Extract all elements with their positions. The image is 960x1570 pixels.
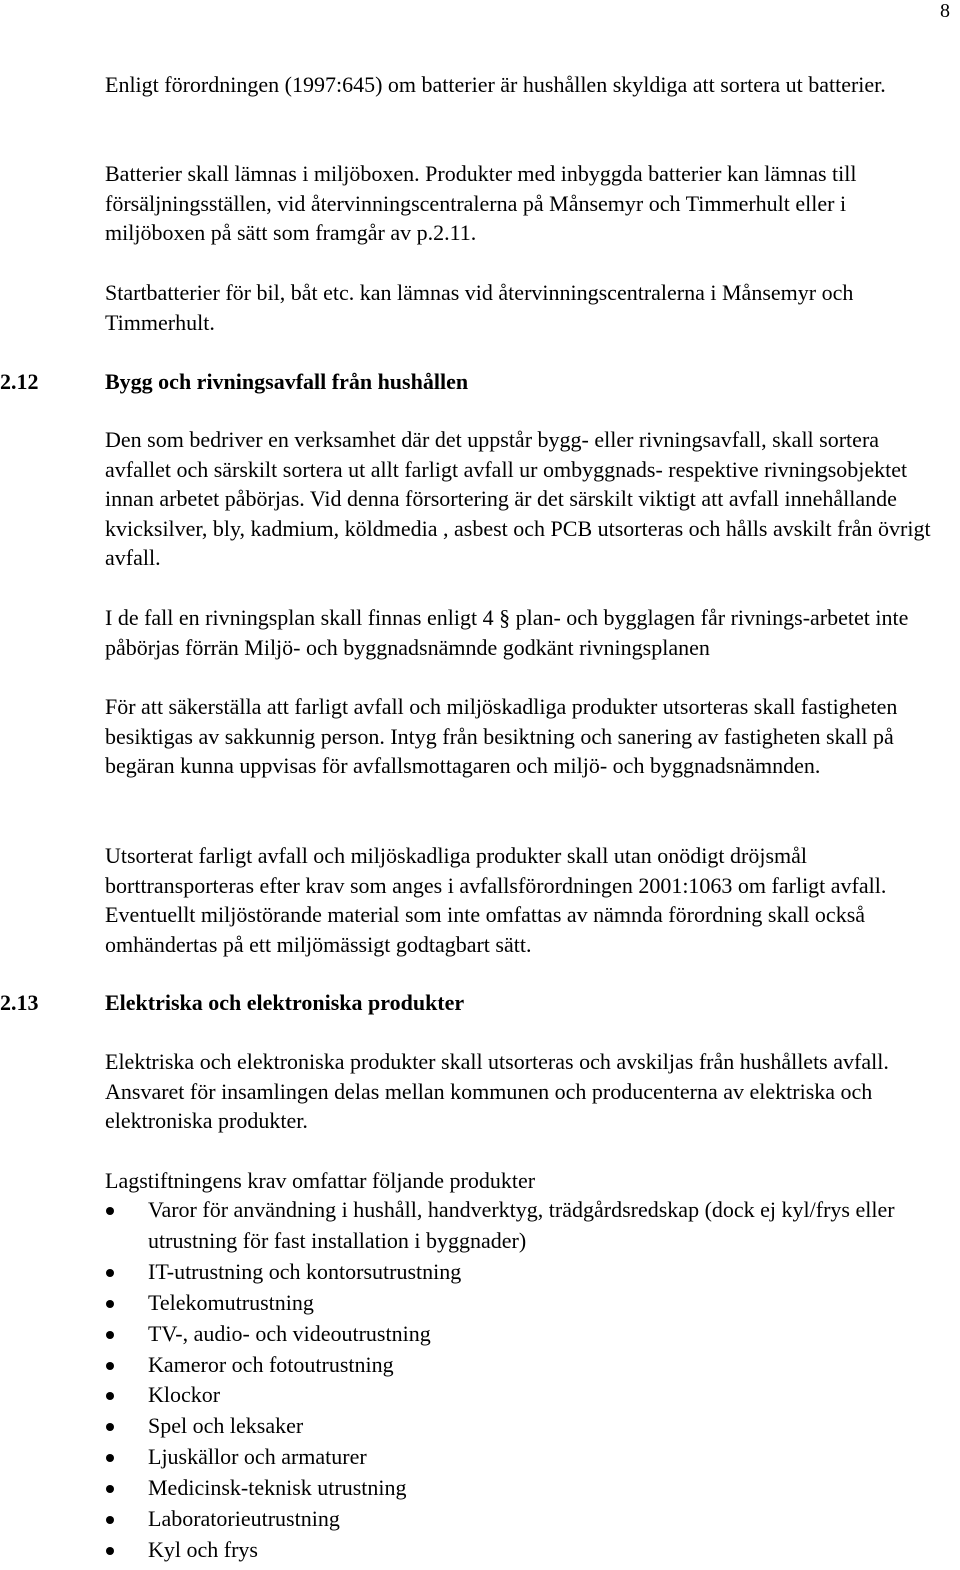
bullet-icon	[106, 1485, 114, 1493]
bullet-icon	[106, 1269, 114, 1277]
paragraph-demolition-plan: I de fall en rivningsplan skall finnas enligt 4 § plan- och bygglagen får rivnings-arbetet inte påbörjas förrän Miljö- och byggnadsnämnde godkänt rivningsplanen	[105, 605, 909, 660]
section-heading-2-13	[0, 988, 464, 1017]
paragraph-inspection: För att säkerställa att farligt avfall och miljöskadliga produkter utsorteras skall fastigheten besiktigas av sakkunnig person. Intyg från besiktning och sanering av fastigheten skall på begäran kunna uppvisas för avfallsmottagaren och miljö- och byggnadsnämnden.	[105, 694, 898, 778]
paragraph-construction-waste: Den som bedriver en verksamhet där det uppstår bygg- eller rivningsavfall, skall sortera avfallet och särskilt sortera ut allt farligt avfall ur ombyggnads- respektive rivningsobjektet innan arbetet påbörjas. Vid denna försortering är det särskilt viktigt att avfall innehållande kvicksilver, bly, kadmium, köldmedia , asbest och PCB utsorteras och hålls avskilt från övrigt avfall.	[105, 427, 931, 570]
list-item: Laboratorieutrustning	[0, 1504, 898, 1535]
bullet-icon	[106, 1362, 114, 1370]
paragraph-electronics-sorting: Elektriska och elektroniska produkter skall utsorteras och avskiljas från hushållets avfall. Ansvaret för insamlingen delas mellan kommunen och producenterna av elektriska och elektroniska produkter.	[105, 1049, 889, 1133]
bullet-icon	[106, 1300, 114, 1308]
paragraph-starter-batteries: Startbatterier för bil, båt etc. kan lämnas vid återvinningscentralerna i Månsemyr och Timmerhult.	[105, 280, 854, 335]
list-item: Kameror och fotoutrustning	[0, 1350, 898, 1381]
bullet-icon	[106, 1454, 114, 1462]
list-item: TV-, audio- och videoutrustning	[0, 1319, 898, 1350]
section-number: 2.12	[0, 369, 39, 394]
bullet-icon	[106, 1331, 114, 1339]
list-item: IT-utrustning och kontorsutrustning	[0, 1257, 898, 1288]
paragraph-hazardous-transport: Utsorterat farligt avfall och miljöskadliga produkter skall utan onödigt dröjsmål borttransporteras efter krav som anges i avfallsförordningen 2001:1063 om farligt avfall. Eventuellt miljöstörande material som inte omfattas av nämnda förordning skall också omhändertas på ett miljömässigt godtagbart sätt.	[105, 843, 887, 957]
bullet-icon	[106, 1547, 114, 1555]
bullet-icon	[106, 1516, 114, 1524]
list-item: Ljuskällor och armaturer	[0, 1442, 898, 1473]
paragraph-battery-disposal: Batterier skall lämnas i miljöboxen. Produkter med inbyggda batterier kan lämnas till försäljningsställen, vid återvinningscentralerna på Månsemyr och Timmerhult eller i miljöboxen på sätt som framgår av p.2.11.	[105, 161, 857, 245]
section-heading-2-12	[0, 367, 468, 396]
paragraph-battery-regulation: Enligt förordningen (1997:645) om batterier är hushållen skyldiga att sortera ut batterier.	[105, 72, 886, 97]
bullet-icon	[106, 1423, 114, 1431]
list-item: Kyl och frys	[0, 1535, 898, 1566]
paragraph-product-list-intro: Lagstiftningens krav omfattar följande produkter	[105, 1168, 536, 1193]
list-item: Varor för användning i hushåll, handverktyg, trädgårdsredskap (dock ej kyl/frys eller utrustning för fast installation i byggnader)	[0, 1195, 898, 1257]
list-item: Spel och leksaker	[0, 1411, 898, 1442]
list-item: Klockor	[0, 1380, 898, 1411]
bullet-icon	[106, 1392, 114, 1400]
section-number: 2.13	[0, 990, 39, 1015]
list-item: Medicinsk-teknisk utrustning	[0, 1473, 898, 1504]
section-title: Elektriska och elektroniska produkter	[105, 990, 465, 1015]
list-item: Telekomutrustning	[0, 1288, 898, 1319]
page-number: 8	[940, 0, 950, 22]
bullet-icon	[106, 1207, 114, 1215]
section-title: Bygg och rivningsavfall från hushållen	[105, 369, 469, 394]
product-list	[0, 1195, 940, 1566]
